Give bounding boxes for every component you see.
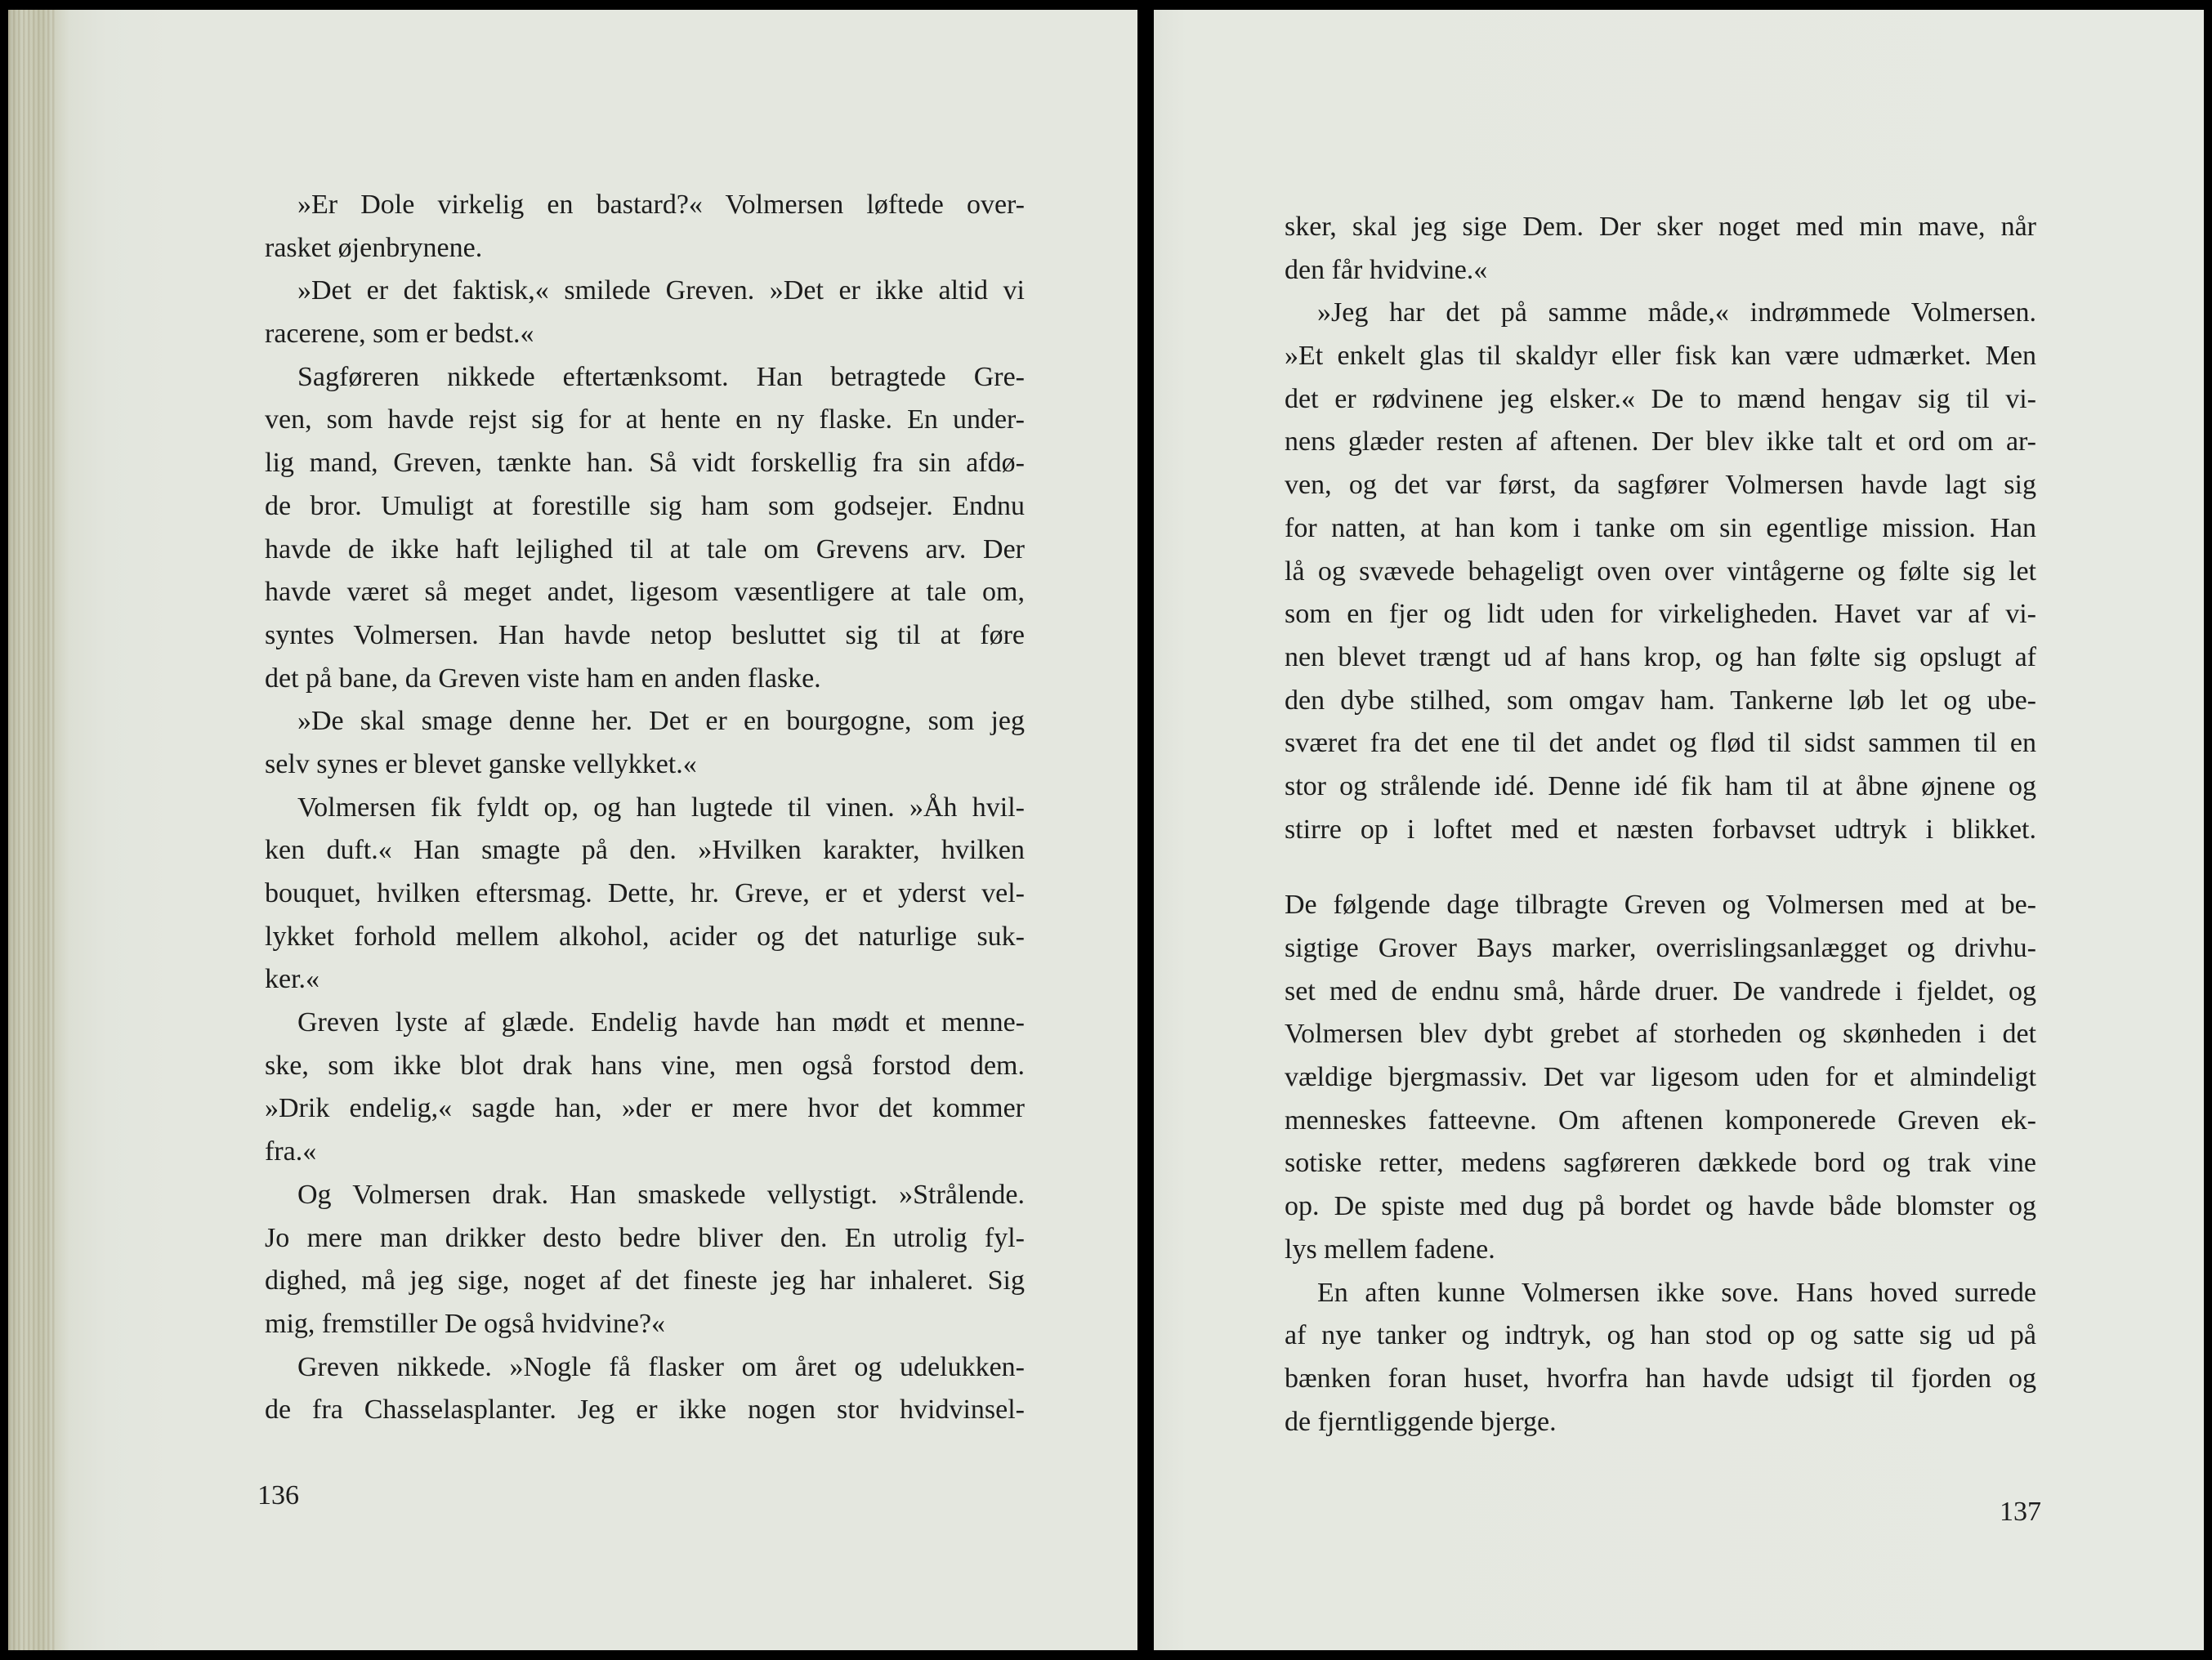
text-line: nen blevet trængt ud af hans krop, og han følte sig opslugt af <box>1285 641 2036 672</box>
text-line: ske, som ikke blot drak hans vine, men også forstod dem. <box>265 1050 1025 1081</box>
text-line: bouquet, hvilken eftersmag. Dette, hr. Greve, er et yderst vel- <box>265 878 1025 908</box>
text-line: »Drik endelig,« sagde han, »der er mere hvor det kommer <box>265 1093 1025 1124</box>
right-page <box>1154 10 2204 1650</box>
text-line: »Jeg har det på samme måde,« indrømmede Volmersen. <box>1317 297 2036 328</box>
text-line: mig, fremstiller De også hvidvine?« <box>265 1308 666 1339</box>
text-line: De følgende dage tilbragte Greven og Volmersen med at be- <box>1285 890 2036 921</box>
text-line: lykket forhold mellem alkohol, acider og det naturlige suk- <box>265 921 1025 952</box>
left-page <box>8 10 1137 1650</box>
text-line: af nye tanker og indtryk, og han stod op og satte sig ud på <box>1285 1320 2036 1351</box>
text-line: de bror. Umuligt at forestille sig ham som godsejer. Endnu <box>265 490 1025 521</box>
text-line: for natten, at han kom i tanke om sin egentlige mission. Han <box>1285 512 2036 543</box>
text-line: Og Volmersen drak. Han smaskede vellystigt. »Strålende. <box>297 1179 1025 1210</box>
text-line: havde de ikke haft lejlighed til at tale om Grevens arv. Der <box>265 533 1025 564</box>
right-page-text <box>1285 206 2036 1444</box>
text-line: lys mellem fadene. <box>1285 1234 1495 1265</box>
text-line: sotiske retter, medens sagføreren dækkede bord og trak vine <box>1285 1148 2036 1179</box>
text-line: fra.« <box>265 1136 317 1167</box>
text-line: »Er Dole virkelig en bastard?« Volmersen løftede over- <box>297 190 1025 220</box>
text-line: Volmersen fik fyldt op, og han lugtede til vinen. »Åh hvil- <box>297 792 1025 823</box>
text-line: sker, skal jeg sige Dem. Der sker noget med min mave, når <box>1285 212 2036 242</box>
left-page-number: 136 <box>257 1480 299 1511</box>
text-line: det er rødvinene jeg elsker.« De to mænd hengav sig til vi- <box>1285 383 2036 414</box>
text-line: ven, som havde rejst sig for at hente en ny flaske. En under- <box>265 404 1025 435</box>
text-line: ven, og det var først, da sagfører Volmersen havde lagt sig <box>1285 470 2036 501</box>
text-line: En aften kunne Volmersen ikke sove. Hans hoved surrede <box>1317 1277 2036 1308</box>
text-line: set med de endnu små, hårde druer. De vandrede i fjeldet, og <box>1285 975 2036 1006</box>
section-break <box>1285 851 2036 884</box>
text-line: »Et enkelt glas til skaldyr eller fisk kan være udmærket. Men <box>1285 341 2036 372</box>
text-line: vældige bjergmassiv. Det var ligesom uden for et almindeligt <box>1285 1062 2036 1093</box>
text-line: Sagføreren nikkede eftertænksomt. Han betragtede Gre- <box>297 361 1025 392</box>
text-line: stirre op i loftet med et næsten forbavset udtryk i blikket. <box>1285 814 2036 845</box>
text-line: menneskes fatteevne. Om aftenen komponerede Greven ek- <box>1285 1104 2036 1136</box>
text-line: lå og svævede behageligt oven over vintågerne og følte sig let <box>1285 556 2036 587</box>
text-line: op. De spiste med dug på bordet og havde både blomster og <box>1285 1191 2036 1222</box>
text-line: »Det er det faktisk,« smilede Greven. »Det er ikke altid vi <box>297 275 1025 306</box>
text-line: den får hvidvine.« <box>1285 254 1488 285</box>
text-line: dighed, må jeg sige, noget af det fineste jeg har inhaleret. Sig <box>265 1265 1025 1296</box>
text-line: ker.« <box>265 964 320 995</box>
text-line: som en fjer og lidt uden for virkeligheden. Havet var af vi- <box>1285 599 2036 630</box>
text-line: racerene, som er bedst.« <box>265 319 534 350</box>
text-line: sigtige Grover Bays marker, overrislingsanlægget og drivhu- <box>1285 933 2036 963</box>
text-line: stor og strålende idé. Denne idé fik ham til at åbne øjnene og <box>1285 770 2036 801</box>
text-line: syntes Volmersen. Han havde netop besluttet sig til at føre <box>265 619 1025 650</box>
text-line: de fra Chasselasplanter. Jeg er ikke nogen stor hvidvinsel- <box>265 1394 1025 1426</box>
text-line: ken duft.« Han smagte på den. »Hvilken karakter, hvilken <box>265 835 1025 866</box>
text-line: rasket øjenbrynene. <box>265 232 483 263</box>
text-line: den dybe stilhed, som omgav ham. Tankerne løb let og ube- <box>1285 685 2036 716</box>
text-line: det på bane, da Greven viste ham en anden flaske. <box>265 663 821 694</box>
text-line: sværet fra det ene til det andet og flød til sidst sammen til en <box>1285 728 2036 759</box>
text-line: selv synes er blevet ganske vellykket.« <box>265 748 697 779</box>
text-line: Volmersen blev dybt grebet af storheden og skønheden i det <box>1285 1019 2036 1050</box>
page-edge <box>8 10 56 1650</box>
text-line: Jo mere man drikker desto bedre bliver den. En utrolig fyl- <box>265 1222 1025 1253</box>
text-line: »De skal smage denne her. Det er en bourgogne, som jeg <box>297 706 1025 737</box>
right-page-number: 137 <box>2000 1497 2041 1527</box>
text-line: bænken foran huset, hvorfra han havde udsigt til fjorden og <box>1285 1363 2036 1394</box>
text-line: nens glæder resten af aftenen. Der blev ikke talt et ord om ar- <box>1285 426 2036 457</box>
text-line: lig mand, Greven, tænkte han. Så vidt forskellig fra sin afdø- <box>265 448 1025 479</box>
text-line: de fjerntliggende bjerge. <box>1285 1406 1557 1437</box>
text-line: havde været så meget andet, ligesom væsentligere at tale om, <box>265 577 1025 608</box>
left-page-text <box>265 184 1025 1432</box>
text-line: Greven lyste af glæde. Endelig havde han mødt et menne- <box>297 1007 1025 1038</box>
text-line: Greven nikkede. »Nogle få flasker om året og udelukken- <box>297 1351 1025 1382</box>
